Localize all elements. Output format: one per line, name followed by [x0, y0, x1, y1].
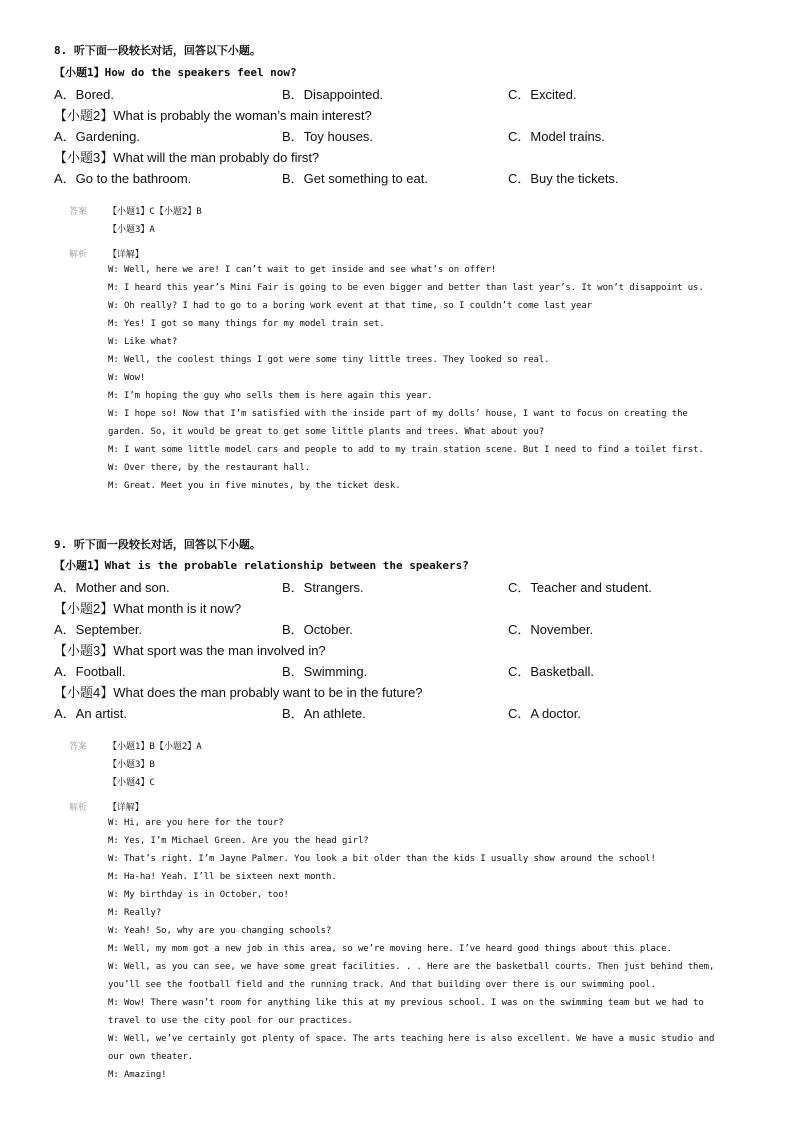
q9-transcript-line: our own theater.	[108, 1052, 194, 1062]
q9-transcript-line: W: Well, we’ve certainly got plenty of space. The arts teaching here is also excellent. We have a music studio and	[108, 1034, 715, 1044]
q8-sub3-option-b: B．Get something to eat.	[282, 171, 428, 186]
q9-analysis-tag: 解析	[69, 803, 88, 813]
q8-sub2-option-b: B．Toy houses.	[282, 129, 374, 144]
q9-transcript-line: M: Really?	[108, 908, 162, 918]
q8-sub2-option-c: C．Model trains.	[508, 129, 605, 144]
q9-answer-tag: 答案	[69, 742, 88, 752]
q8-sub2-option-a: A．Gardening.	[54, 129, 140, 144]
q8-transcript-line: M: Great. Meet you in five minutes, by the ticket desk.	[108, 481, 401, 491]
q8-sub1-label: 【小题1】How do the speakers feel now?	[54, 66, 297, 79]
q9-transcript-line: M: Yes, I’m Michael Green. Are you the head girl?	[108, 836, 369, 846]
q9-transcript-line: M: Amazing!	[108, 1070, 167, 1080]
q9-transcript-line: W: Hi, are you here for the tour?	[108, 818, 284, 828]
q9-sub1-option-a: A．Mother and son.	[54, 580, 170, 595]
q8-answer-tag: 答案	[69, 207, 88, 217]
q9-sub1-option-b: B．Strangers.	[282, 580, 364, 595]
q8-transcript-line: W: Like what?	[108, 337, 178, 347]
q9-sub2-option-a: A．September.	[54, 622, 143, 637]
q8-transcript-line: M: Yes! I got so many things for my model train set.	[108, 319, 385, 329]
q8-transcript-line: 【详解】	[108, 250, 144, 260]
q9-transcript-line: W: Yeah! So, why are you changing schools?	[108, 926, 332, 936]
q9-sub3-option-b: B．Swimming.	[282, 664, 368, 679]
q8-transcript-line: M: I want some little model cars and people to add to my train station scene. But I need to find a toilet first.	[108, 445, 704, 455]
q8-transcript-line: M: I’m hoping the guy who sells them is here again this year.	[108, 391, 433, 401]
q8-sub1-option-c: C．Excited.	[508, 87, 577, 102]
q8-transcript-line: W: Wow!	[108, 373, 146, 383]
q9-transcript-line: M: Ha-ha! Yeah. I’ll be sixteen next month.	[108, 872, 337, 882]
q8-transcript-line: W: I hope so! Now that I’m satisfied with the inside part of my dolls’ house, I want to focus on creating the	[108, 409, 688, 419]
q9-sub1-label: 【小题1】What is the probable relationship between the speakers?	[54, 559, 469, 572]
q8-sub1-option-b: B．Disappointed.	[282, 87, 384, 102]
q9-answer-line: 【小题4】C	[108, 778, 155, 788]
q9-sub3-option-a: A．Football.	[54, 664, 126, 679]
q9-sub4-option-b: B．An athlete.	[282, 706, 366, 721]
q8-analysis-tag: 解析	[69, 250, 88, 260]
question-9-title: 9. 听下面一段较长对话，回答以下小题。	[54, 538, 261, 551]
q9-sub1-option-c: C．Teacher and student.	[508, 580, 652, 595]
q8-transcript-line: W: Oh really? I had to go to a boring work event at that time, so I couldn’t come last year	[108, 301, 592, 311]
q9-transcript-line: travel to use the city pool for our practices.	[108, 1016, 353, 1026]
q9-sub3-option-c: C．Basketball.	[508, 664, 594, 679]
q9-transcript-line: you’ll see the football field and the running track. And that building over there is our swimming pool.	[108, 980, 656, 990]
q8-transcript-line: M: Well, the coolest things I got were some tiny little trees. They looked so real.	[108, 355, 550, 365]
q9-transcript-line: W: That’s right. I’m Jayne Palmer. You look a bit older than the kids I usually show around the school!	[108, 854, 656, 864]
q8-transcript-line: W: Over there, by the restaurant hall.	[108, 463, 311, 473]
q9-sub3-label: 【小题3】What sport was the man involved in?	[54, 643, 326, 658]
q9-transcript-line: W: My birthday is in October, too!	[108, 890, 289, 900]
q9-sub4-label: 【小题4】What does the man probably want to be in the future?	[54, 685, 423, 700]
q9-sub2-label: 【小题2】What month is it now?	[54, 601, 242, 616]
q8-sub3-option-c: C．Buy the tickets.	[508, 171, 619, 186]
q8-transcript-line: garden. So, it would be great to get some little plants and trees. What about you?	[108, 427, 545, 437]
q8-sub1-option-a: A．Bored.	[54, 87, 114, 102]
q8-transcript-line: W: Well, here we are! I can’t wait to get inside and see what’s on offer!	[108, 265, 497, 275]
question-8-title: 8. 听下面一段较长对话，回答以下小题。	[54, 44, 261, 57]
q9-transcript-line: W: Well, as you can see, we have some great facilities. . . Here are the basketball courts. Then just behind them,	[108, 962, 715, 972]
q9-sub4-option-c: C．A doctor.	[508, 706, 581, 721]
q9-sub2-option-c: C．November.	[508, 622, 594, 637]
q8-sub3-label: 【小题3】What will the man probably do first?	[54, 150, 320, 165]
q9-sub4-option-a: A．An artist.	[54, 706, 127, 721]
q8-answer-line: 【小题3】A	[108, 225, 155, 235]
q9-transcript-line: 【详解】	[108, 803, 144, 813]
q9-transcript-line: M: Wow! There wasn’t room for anything like this at my previous school. I was on the swimming team but we had to	[108, 998, 704, 1008]
q8-sub3-option-a: A．Go to the bathroom.	[54, 171, 192, 186]
q9-sub2-option-b: B．October.	[282, 622, 353, 637]
q8-transcript-line: M: I heard this year’s Mini Fair is going to be even bigger and better than last year’s. It won’t disappoint us.	[108, 283, 704, 293]
q9-transcript-line: M: Well, my mom got a new job in this area, so we’re moving here. I’ve heard good things about this place.	[108, 944, 672, 954]
q8-answer-line: 【小题1】C【小题2】B	[108, 207, 202, 217]
q9-answer-line: 【小题3】B	[108, 760, 155, 770]
q9-answer-line: 【小题1】B【小题2】A	[108, 742, 202, 752]
q8-sub2-label: 【小题2】What is probably the woman’s main interest?	[54, 108, 372, 123]
